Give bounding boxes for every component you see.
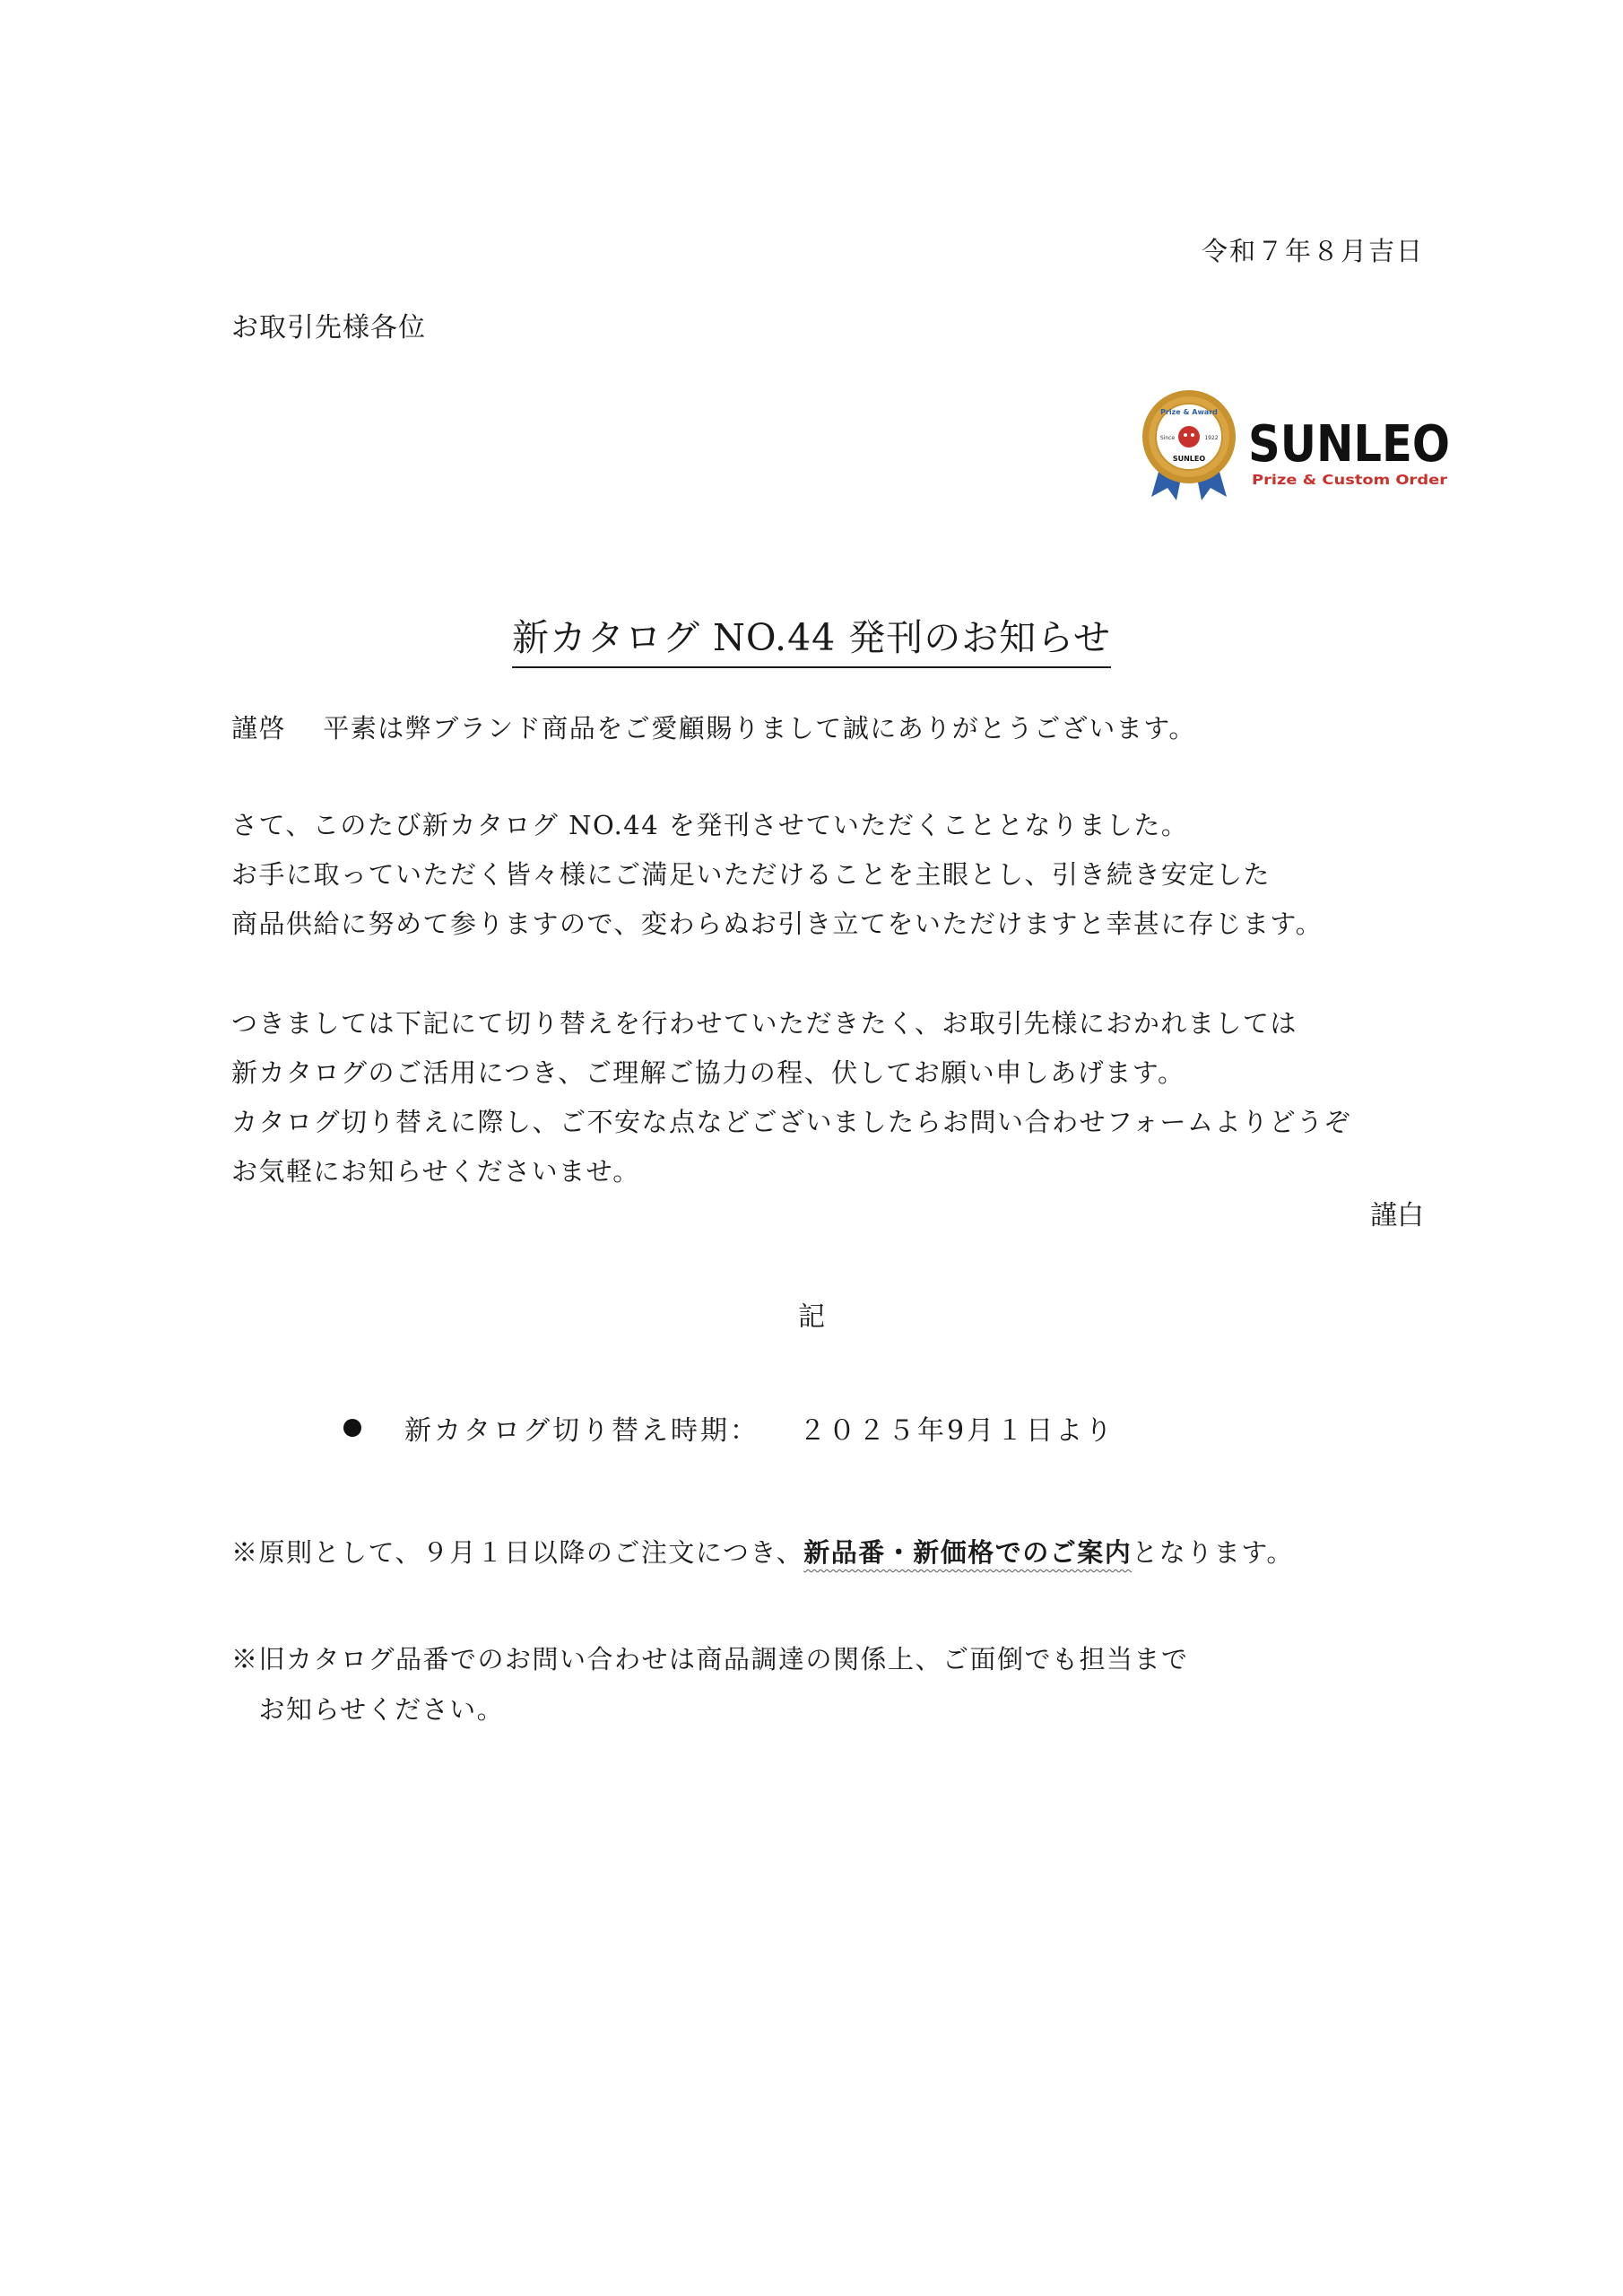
note-principle	[231, 1533, 1294, 1570]
badge-name-text: SUNLEO	[1172, 455, 1206, 463]
greeting-paragraph	[231, 704, 1196, 753]
closing-remark: 謹白	[1370, 1200, 1424, 1231]
bullet-icon	[343, 1419, 361, 1437]
document-title-row	[0, 608, 1623, 668]
text-line: つきましては下記にて切り替えを行わせていただきたく、お取引先様におかれましては	[231, 1008, 1298, 1039]
text-line: お気軽にお知らせくださいませ。	[231, 1156, 640, 1187]
text-line: お手に取っていただく皆々様にご満足いただけることを主眼とし、引き続き安定した	[231, 859, 1271, 890]
text-line: 謹啓 平素は弊ブランド商品をご愛顧賜りまして誠にありがとうございます。	[231, 713, 1196, 744]
switch-date-label: 新カタログ切り替え時期：	[404, 1415, 759, 1447]
note-principle-emphasis: 新品番・新価格でのご案内	[803, 1537, 1133, 1568]
text-line: カタログ切り替えに際し、ご不安な点などございましたらお問い合わせフォームよりどうぞ	[231, 1107, 1352, 1137]
announcement-paragraph	[231, 801, 1323, 949]
addressee: お取引先様各位	[231, 312, 426, 344]
logo-brand: SUNLEO	[1248, 415, 1450, 474]
note-principle-suffix: となります。	[1132, 1537, 1294, 1568]
badge-top-text: Prize & Award	[1160, 408, 1218, 416]
ki-heading: 記	[798, 1301, 825, 1333]
request-paragraph	[231, 999, 1351, 1196]
award-badge-icon	[1142, 390, 1236, 500]
switch-date-value: ２０２５年9月１日より	[799, 1415, 1115, 1447]
document-title: 新カタログ NO.44 発刊のお知らせ	[512, 608, 1111, 668]
switch-date-item	[343, 1408, 1115, 1448]
text-line: 新カタログのご活用につき、ご理解ご協力の程、伏してお願い申しあげます。	[231, 1057, 1185, 1088]
note-old-catalog	[231, 1634, 1189, 1735]
sunleo-logo	[1142, 387, 1456, 504]
logo-tagline: Prize & Custom Order	[1252, 472, 1448, 488]
badge-year-text: 1922	[1204, 435, 1219, 441]
text-line: さて、このたび新カタログ NO.44 を発刊させていただくこととなりました。	[231, 810, 1189, 840]
issue-date: 令和７年８月吉日	[1201, 236, 1424, 266]
text-line: お知らせください。	[231, 1694, 505, 1725]
text-line: 商品供給に努めて参りますので、変わらぬお引き立てをいただけますと幸甚に存じます。	[231, 909, 1324, 939]
badge-since-text: Since	[1159, 435, 1176, 441]
note-principle-prefix: ※原則として、９月１日以降のご注文につき、	[231, 1537, 804, 1568]
text-line: ※旧カタログ品番でのお問い合わせは商品調達の関係上、ご面倒でも担当まで	[231, 1644, 1189, 1674]
